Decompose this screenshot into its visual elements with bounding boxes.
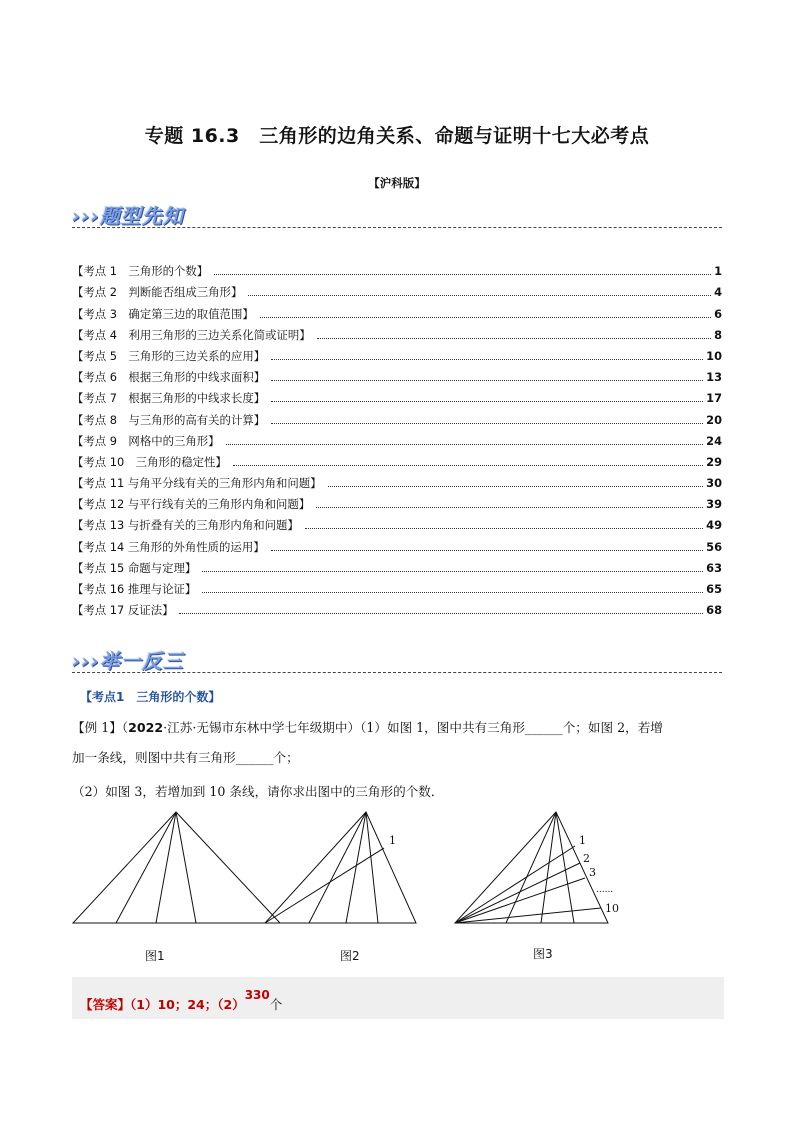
fig3-line-label: 1	[579, 834, 586, 847]
toc-entry[interactable]	[72, 511, 722, 532]
answer-tail: 个	[269, 997, 283, 1012]
toc-entry-label: 【考点 1 三角形的个数】	[72, 264, 209, 279]
answer-label: 【答案】	[80, 997, 131, 1012]
toc-leader-dots	[271, 549, 704, 551]
toc-leader-dots	[271, 422, 703, 424]
toc-entry-label: 【考点 6 根据三角形的中线求面积】	[72, 370, 266, 385]
toc-entry-label: 【考点 9 网格中的三角形】	[72, 433, 220, 448]
toc-entry[interactable]	[72, 384, 722, 405]
toc-entry-page: 30	[706, 476, 722, 491]
toc-entry-page: 49	[706, 518, 722, 533]
toc-leader-dots	[248, 294, 711, 296]
example-year: 2022	[128, 720, 164, 735]
example-line-3: （2）如图 3，若增加到 10 条线，请你求出图中的三角形的个数．	[72, 784, 444, 799]
fig2-cevian	[309, 812, 366, 923]
fig2-cevian	[346, 812, 366, 923]
toc-leader-dots	[202, 570, 703, 572]
toc-entry-page: 20	[706, 412, 722, 427]
section-heading: 【考点1 三角形的个数】	[80, 690, 221, 704]
fig1-cevian	[176, 812, 196, 923]
answer-part1: （1）10；24；（2）	[130, 997, 245, 1012]
toc-leader-dots	[317, 337, 711, 339]
toc-entry-label: 【考点 10 三角形的稳定性】	[72, 454, 227, 469]
toc-leader-dots	[305, 527, 703, 529]
fig2-line-label: 1	[389, 834, 396, 847]
fig3-line-label: ......	[596, 885, 614, 895]
toc-entry-page: 4	[714, 285, 722, 300]
toc-leader-dots	[179, 612, 703, 614]
toc-entry-label: 【考点 4 利用三角形的三边关系化简或证明】	[72, 327, 311, 342]
dashed-divider	[72, 227, 722, 228]
toc-entry[interactable]	[72, 342, 722, 363]
toc-entry[interactable]	[72, 321, 722, 342]
toc-entry[interactable]	[72, 469, 722, 490]
toc-entry[interactable]	[72, 427, 722, 448]
fig3-added-line	[455, 863, 580, 923]
table-of-contents	[72, 257, 722, 617]
toc-entry-page: 56	[706, 539, 722, 554]
toc-leader-dots	[202, 591, 703, 593]
toc-entry[interactable]	[72, 405, 722, 426]
toc-entry-label: 【考点 12 与平行线有关的三角形内角和问题】	[72, 497, 311, 512]
fig3-line-label: 3	[589, 866, 596, 879]
figure-1	[73, 812, 280, 923]
toc-entry-label: 【考点 16 推理与论证】	[72, 582, 197, 596]
fig1-cevian	[156, 812, 176, 923]
example-text: ·江苏·无锡市东林中学七年级期中）（1）如图 1，图中共有三角形______个；如图 2，若增	[163, 720, 663, 735]
toc-entry-page: 68	[706, 603, 722, 618]
toc-entry-page: 63	[706, 560, 722, 575]
answer-superscript: 330	[244, 988, 270, 1002]
section-banner-preview	[72, 200, 722, 228]
toc-entry[interactable]	[72, 448, 722, 469]
toc-entry-page: 6	[714, 306, 722, 321]
toc-leader-dots	[271, 400, 703, 402]
toc-entry-page: 39	[706, 497, 722, 512]
toc-entry[interactable]	[72, 554, 722, 575]
toc-entry-label: 【考点 11 与角平分线有关的三角形内角和问题】	[72, 476, 322, 491]
toc-leader-dots	[226, 443, 704, 445]
toc-entry-page: 8	[714, 327, 722, 342]
fig2-added-line	[265, 848, 384, 923]
toc-entry[interactable]	[72, 257, 722, 278]
example-line-2: 加一条线，则图中共有三角形______个；	[72, 750, 299, 765]
fig3-caption: 图3	[533, 947, 553, 961]
page-title: 专题 16.3 三角形的边角关系、命题与证明十七大必考点	[144, 125, 650, 147]
figure-3	[455, 812, 608, 923]
toc-leader-dots	[271, 379, 703, 381]
toc-entry-page: 17	[706, 391, 722, 406]
example-line-1	[72, 714, 724, 742]
toc-leader-dots	[316, 506, 703, 508]
example-prefix: 【例 1】（	[72, 720, 129, 735]
fig1-triangle	[73, 812, 280, 923]
banner-title: ›››题型先知	[72, 204, 184, 228]
figure-2	[265, 812, 416, 923]
toc-entry-page: 24	[706, 433, 722, 448]
toc-leader-dots	[214, 273, 711, 275]
toc-entry[interactable]	[72, 575, 722, 596]
fig2-caption: 图2	[340, 949, 360, 963]
toc-entry-label: 【考点 8 与三角形的高有关的计算】	[72, 412, 266, 427]
toc-entry[interactable]	[72, 278, 722, 299]
toc-entry-label: 【考点 17 反证法】	[72, 603, 174, 618]
toc-entry-page: 13	[706, 370, 722, 385]
fig2-triangle	[265, 812, 416, 923]
toc-entry[interactable]	[72, 363, 722, 384]
answer-line	[80, 988, 283, 1013]
toc-leader-dots	[271, 358, 703, 360]
toc-entry[interactable]	[72, 490, 722, 511]
toc-entry-page: 65	[706, 582, 722, 596]
banner-title: ›››举一反三	[72, 649, 184, 673]
fig1-caption: 图1	[145, 949, 165, 963]
fig3-line-label: 10	[605, 902, 619, 915]
toc-entry-page: 29	[706, 454, 722, 469]
edition-label: 【沪科版】	[368, 176, 426, 190]
toc-entry-label: 【考点 15 命题与定理】	[72, 560, 197, 575]
toc-entry[interactable]	[72, 532, 722, 553]
toc-entry-label: 【考点 2 判断能否组成三角形】	[72, 285, 243, 300]
fig2-cevian	[366, 812, 378, 923]
toc-leader-dots	[260, 316, 711, 318]
toc-entry-label: 【考点 3 确定第三边的取值范围】	[72, 306, 254, 321]
toc-entry[interactable]	[72, 299, 722, 320]
toc-leader-dots	[328, 485, 704, 487]
toc-entry-label: 【考点 13 与折叠有关的三角形内角和问题】	[72, 518, 299, 533]
toc-entry-page: 10	[706, 348, 722, 363]
figures-diagram	[0, 808, 794, 973]
toc-entry-label: 【考点 14 三角形的外角性质的运用】	[72, 539, 265, 554]
section-banner-practice	[72, 645, 722, 673]
toc-entry[interactable]	[72, 596, 722, 617]
toc-entry-page: 1	[714, 264, 722, 279]
fig3-line-label: 2	[583, 852, 590, 865]
toc-entry-label: 【考点 7 根据三角形的中线求长度】	[72, 391, 266, 406]
dashed-divider	[72, 672, 722, 673]
toc-leader-dots	[233, 464, 703, 466]
toc-entry-label: 【考点 5 三角形的三边关系的应用】	[72, 348, 266, 363]
